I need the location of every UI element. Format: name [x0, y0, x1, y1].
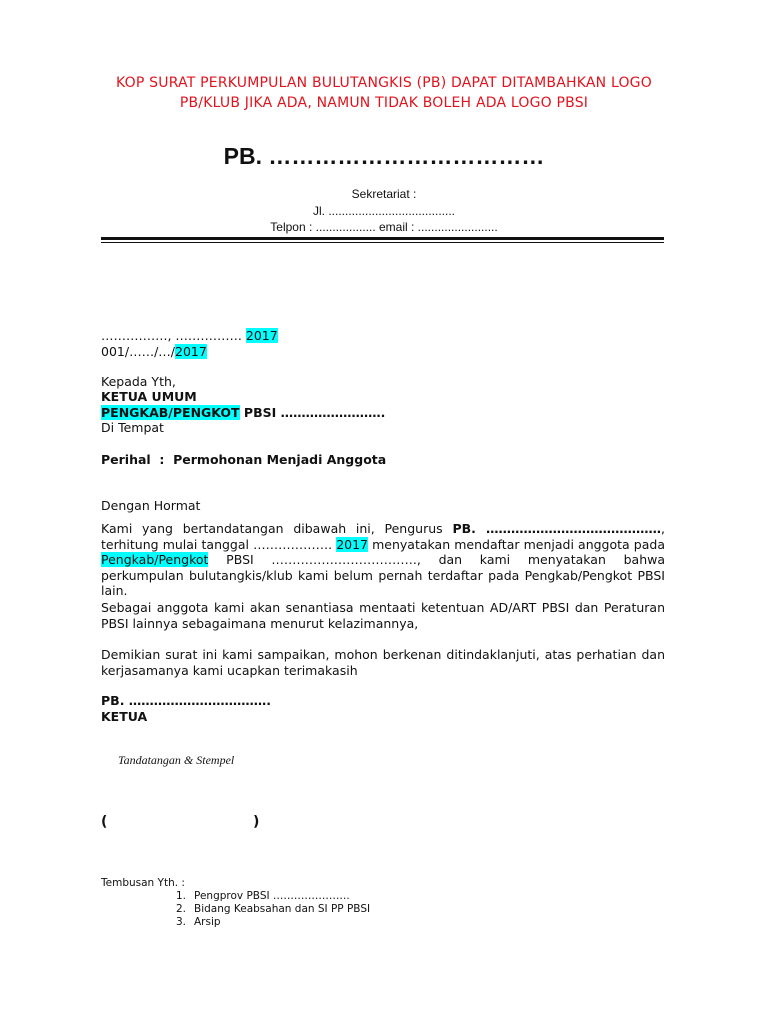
- paragraph-1-pb: PB. ……………………………………: [452, 521, 662, 536]
- cc-title: Tembusan Yth. :: [101, 877, 185, 889]
- signature-role: KETUA: [101, 709, 148, 724]
- letterhead-note-line-2: PB/KLUB JIKA ADA, NAMUN TIDAK BOLEH ADA LOGO PBSI: [179, 95, 589, 111]
- cc-item: [176, 916, 221, 929]
- paragraph-2: Sebagai anggota kami akan senantiasa mentaati ketentuan AD/ART PBSI dan Peraturan PBSI lainnya sebagaimana menurut kelazimannya,: [101, 600, 665, 631]
- recipient-org-rest: PBSI …………………….: [239, 405, 386, 420]
- date-blank: ……………., …………….: [101, 328, 246, 343]
- cc-item-text: Arsip: [194, 916, 221, 928]
- paragraph-1-part-a: Kami yang bertandatangan dibawah ini, Pengurus: [101, 521, 453, 536]
- recipient-title: KETUA UMUM: [101, 389, 197, 404]
- letter-number: [101, 344, 207, 360]
- signature-organization: PB. …………………………….: [101, 693, 272, 708]
- date-year: 2017: [245, 328, 278, 343]
- paragraph-3: Demikian surat ini kami sampaikan, mohon berkenan ditindaklanjuti, atas perhatian dan kerjasamanya kami ucapkan terimakasih: [101, 647, 665, 678]
- signature-stamp-note: Tandatangan & Stempel: [118, 753, 235, 767]
- header-rule-thick: [101, 237, 664, 240]
- signature-close-paren: ): [253, 814, 260, 830]
- cc-item-number: 3.: [176, 916, 187, 928]
- letterhead-note-line-1: KOP SURAT PERKUMPULAN BULUTANGKIS (PB) DAPAT DITAMBAHKAN LOGO: [116, 75, 652, 91]
- paragraph-1: [101, 521, 665, 599]
- paragraph-1-org: Pengkab/Pengkot: [101, 552, 209, 567]
- organization-name: PB. ………………………………: [223, 143, 545, 169]
- cc-item: [176, 890, 350, 903]
- paragraph-1-part-c: menyatakan mendaftar menjadi anggota pada: [368, 536, 665, 552]
- cc-item-number: 1.: [176, 890, 187, 902]
- cc-item: [176, 903, 370, 916]
- recipient-org-highlight: PENGKAB/PENGKOT: [101, 405, 240, 420]
- signature-open-paren: (: [101, 814, 108, 830]
- subject-line: Perihal : Permohonan Menjadi Anggota: [101, 452, 387, 467]
- header-rule-thin: [101, 242, 664, 243]
- street-address: Jl. ......................................: [312, 204, 456, 218]
- letter-number-prefix: 001/……/…/: [101, 344, 175, 359]
- secretariat-label: Sekretariat :: [351, 187, 417, 201]
- paragraph-1-part-b: , terhitung mulai tanggal ……………….: [101, 521, 666, 552]
- paragraph-1-year: 2017: [336, 536, 368, 552]
- contact-line: Telpon : .................. email : ........................: [270, 220, 498, 234]
- salutation: Dengan Hormat: [101, 498, 201, 513]
- cc-item-text: Pengprov PBSI ………………….: [194, 890, 350, 902]
- date-line: [101, 328, 278, 344]
- recipient-greeting: Kepada Yth,: [101, 374, 176, 389]
- recipient-place: Di Tempat: [101, 420, 164, 435]
- cc-item-number: 2.: [176, 903, 187, 915]
- cc-item-text: Bidang Keabsahan dan SI PP PBSI: [194, 903, 371, 915]
- recipient-organization: [101, 405, 385, 421]
- letter-number-year: 2017: [175, 344, 207, 359]
- paragraph-1-part-d: PBSI …………….………………., dan kami menyatakan bahwa perkumpulan bulutangkis/klub kami belum pernah terdaftar pada Pengkab/Pengkot PBSI lain.: [101, 552, 665, 598]
